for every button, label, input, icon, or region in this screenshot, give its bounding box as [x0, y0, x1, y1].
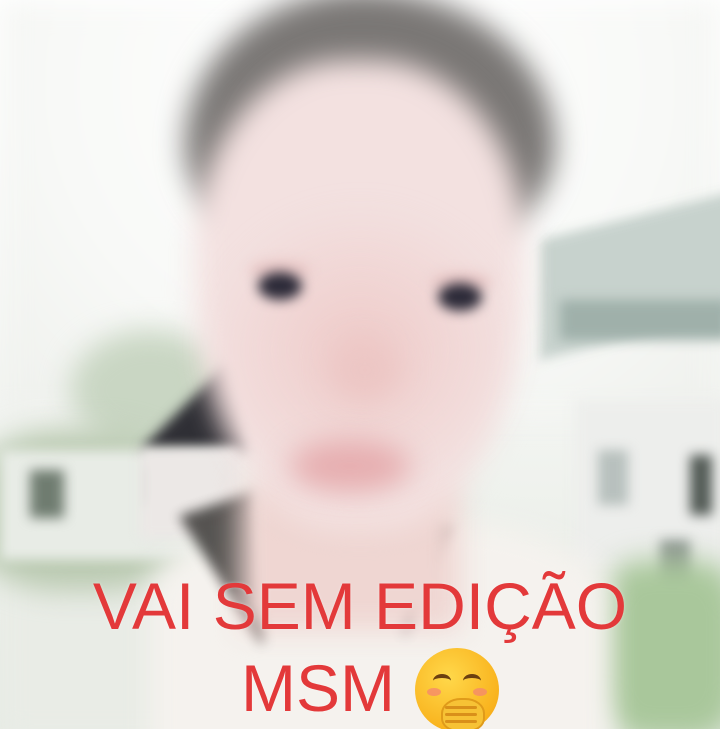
caption-line-2: MSM — [241, 651, 395, 725]
caption-line-1: VAI SEM EDIÇÃO — [92, 569, 628, 643]
house-right-eave — [560, 300, 720, 340]
eye-right — [438, 283, 482, 311]
emoji-cheek — [473, 688, 487, 696]
emoji-finger — [445, 713, 477, 716]
house-left-window — [30, 470, 64, 518]
emoji-eye — [463, 674, 481, 688]
emoji-eye — [433, 674, 451, 688]
caption-line-2-row — [0, 644, 720, 729]
person-mouth — [290, 440, 410, 492]
house-right-window — [598, 450, 628, 505]
emoji-cheek — [427, 688, 441, 696]
person-nose — [330, 340, 400, 400]
face-with-hand-over-mouth-icon — [415, 648, 499, 729]
emoji-finger — [445, 720, 477, 723]
emoji-finger — [445, 706, 477, 709]
house-right-window — [690, 455, 712, 515]
eye-left — [258, 272, 302, 300]
meme-caption — [0, 568, 720, 729]
